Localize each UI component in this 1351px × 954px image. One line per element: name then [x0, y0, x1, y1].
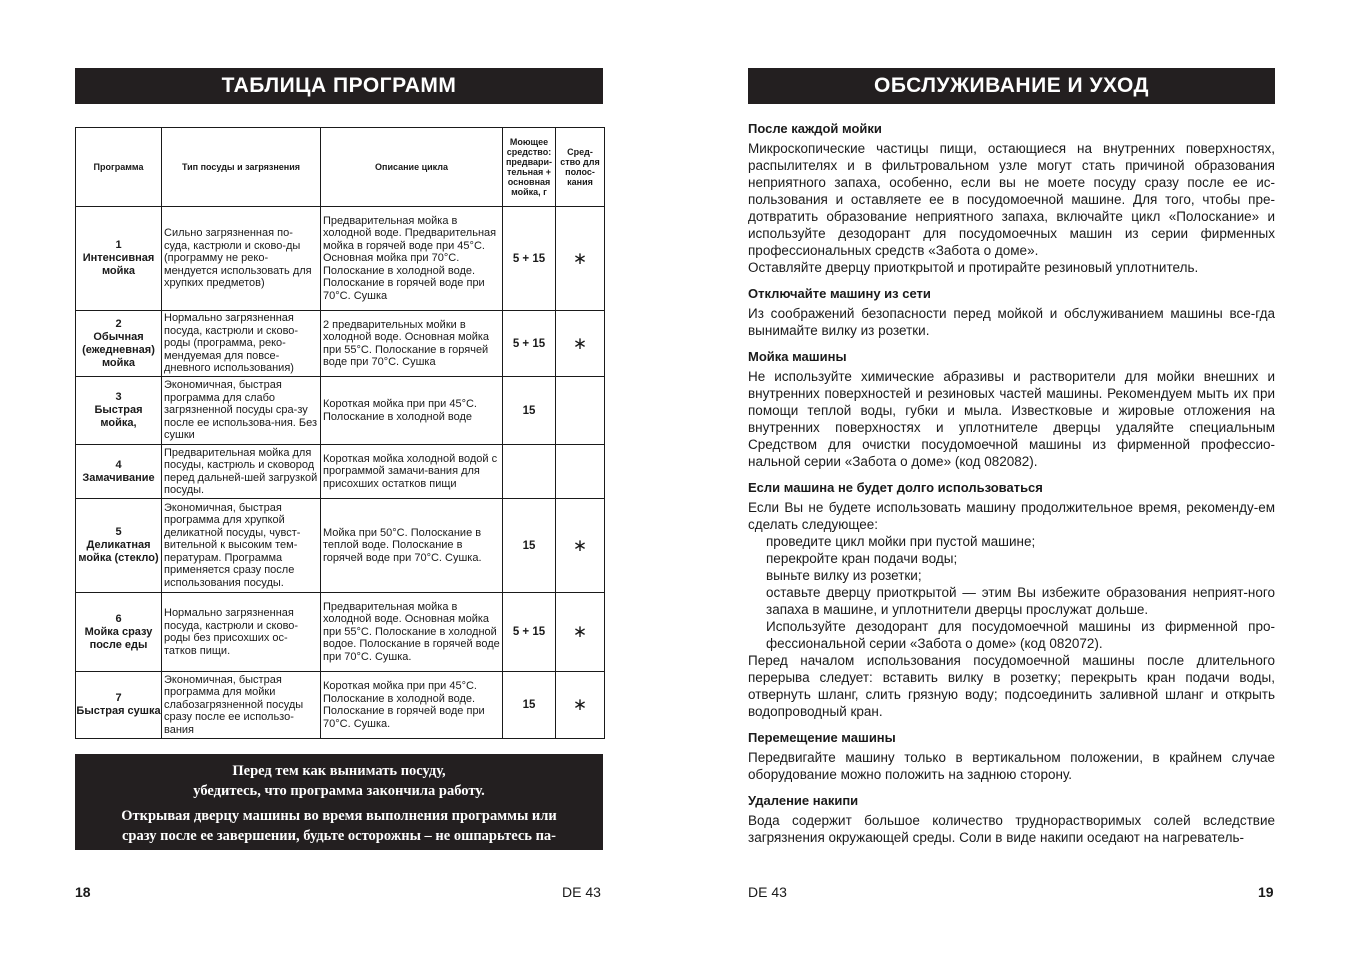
- table-row: [76, 445, 605, 499]
- program-name-cell: 7 Быстрая сушка: [76, 672, 162, 739]
- header-cycle-description: Описание цикла: [321, 128, 503, 207]
- table-row: [76, 499, 605, 593]
- header-rinse-aid: Сред-ство для полос-кания: [556, 128, 605, 207]
- cycle-description-cell: 2 предварительных мойки в холодной воде. Основная мойка при 55°C. Полоскание в горячей воде при 70°C. Сушка: [321, 311, 503, 377]
- header-detergent: Моющее средство: предвари-тельная + основная мойка, г: [503, 128, 556, 207]
- dish-type-cell: Экономичная, быстрая программа для мойки слабозагрязненной посуды сразу после ее использо-вания: [162, 672, 321, 739]
- dish-type-cell: Сильно загрязненная по-суда, кастрюли и сково-ды (программу не реко-мендуется использовать для хрупких предметов): [162, 207, 321, 311]
- table-row: [76, 311, 605, 377]
- paragraph: Из соображений безопасности перед мойкой и обслуживанием машины все-гда вынимайте вилку из розетки.: [748, 306, 1275, 338]
- dish-type-cell: Экономичная, быстрая программа для слабо загрязненной посуды сра-зу после ее использова-ния. Без сушки: [162, 377, 321, 445]
- section-moving: [748, 729, 1275, 783]
- section-after-wash: [748, 120, 1275, 276]
- dish-type-cell: Предварительная мойка для посуды, кастрюль и сковород перед дальней-шей загрузкой посуды.: [162, 445, 321, 499]
- list-item: выньте вилку из розетки;: [766, 568, 922, 583]
- warning-box: [75, 754, 603, 864]
- dish-type-cell: Экономичная, быстрая программа для хрупкой деликатной посуды, чувст-вительной к высоким тем-пературам. Программа применяется сразу после использования посуды.: [162, 499, 321, 593]
- detergent-cell: 15: [503, 377, 556, 445]
- section-heading: Мойка машины: [748, 349, 847, 364]
- list-item: перекройте кран подачи воды;: [766, 551, 958, 566]
- left-model-label: DE 43: [562, 884, 601, 900]
- paragraph: Передвигайте машину только в вертикальном положении, в крайнем случае оборудование можно положить на заднюю сторону.: [748, 750, 1275, 782]
- list-item: Используйте дезодорант для посудомоечной машины из фирменной про-фессиональной серии «Забота о доме» (код 082072).: [766, 619, 1275, 651]
- paragraph: Не используйте химические абразивы и растворители для мойки внешних и внутренних поверхностей и резиновых частей машины. Рекомендуем мыть их при помощи теплой воды, губки и мыла. Известковые и жировые отложения на внутренних поверхностях и уплотнителе дверцы удаляйте специальным Средством для очистки посудомоечной машины из фирменной профессио-нальной серии «Забота о доме» (код 082082).: [748, 369, 1275, 469]
- table-row: [76, 593, 605, 672]
- detergent-cell: 5 + 15: [503, 207, 556, 311]
- section-heading: Если машина не будет долго использоваться: [748, 480, 1043, 495]
- program-name-cell: 3 Быстрая мойка,: [76, 377, 162, 445]
- paragraph: Оставляйте дверцу приоткрытой и протирайте резиновый уплотнитель.: [748, 260, 1199, 275]
- paragraph: Вода содержит большое количество труднорастворимых солей вследствие загрязнения окружающей среды. Соли в виде накипи оседают на нагреватель-: [748, 813, 1275, 845]
- section-descaling: [748, 792, 1275, 846]
- section-heading: Перемещение машины: [748, 730, 896, 745]
- header-program: Программа: [76, 128, 162, 207]
- rinse-aid-cell: ∗: [556, 499, 605, 593]
- cycle-description-cell: Предварительная мойка в холодной воде. Предварительная мойка в горячей воде при 45°C. Основная мойка при 70°C. Полоскание в холодной воде. Полоскание в горячей воде при 70°C. Сушка: [321, 207, 503, 311]
- detergent-cell: 15: [503, 499, 556, 593]
- cycle-description-cell: Предварительная мойка в холодной воде. Основная мойка при 55°C. Полоскание в холодной водое. Полоскание в горячей воде при 70°C. Сушка.: [321, 593, 503, 672]
- warning-line: Перед тем как вынимать посуду,: [232, 763, 446, 779]
- left-page-title: ТАБЛИЦА ПРОГРАММ: [75, 68, 603, 104]
- section-heading: Удаление накипи: [748, 793, 859, 808]
- header-dish-type: Тип посуды и загрязнения: [162, 128, 321, 207]
- table-row: [76, 672, 605, 739]
- program-name-cell: 1 Интенсивная мойка: [76, 207, 162, 311]
- rinse-aid-cell: [556, 377, 605, 445]
- warning-line: Открывая дверцу машины во время выполнения программы или: [121, 808, 557, 824]
- detergent-cell: 15: [503, 672, 556, 739]
- section-heading: Отключайте машину из сети: [748, 286, 931, 301]
- right-page-number: 19: [1258, 884, 1274, 900]
- dish-type-cell: Нормально загрязненная посуда, кастрюли и сково-роды без присохших ос-татков пищи.: [162, 593, 321, 672]
- section-cleaning: [748, 348, 1275, 470]
- right-page-title: ОБСЛУЖИВАНИЕ И УХОД: [748, 68, 1275, 104]
- section-unplug: [748, 285, 1275, 339]
- program-table: [75, 127, 605, 739]
- left-page-number: 18: [75, 884, 91, 900]
- warning-line: ром.: [324, 848, 354, 864]
- list-item: оставьте дверцу приоткрытой — этим Вы избежите образования неприят-ного запаха в машине, и уплотнители дверцы прослужат дольше.: [766, 585, 1275, 617]
- cycle-description-cell: Короткая мойка при при 45°C. Полоскание в холодной воде: [321, 377, 503, 445]
- cycle-description-cell: Короткая мойка холодной водой с программой замачи-вания для присохших остатков пищи: [321, 445, 503, 499]
- maintenance-content: [748, 120, 1275, 855]
- table-row: [76, 377, 605, 445]
- warning-line: убедитесь, что программа закончила работу.: [193, 783, 485, 799]
- paragraph: Микроскопические частицы пищи, остающиеся на внутренних поверхностях, распылителях и в фильтровальном узле могут стать причиной образования неприятного запаха, особенно, если вы не моете посуду сразу после ее ис-пользования и оставляете ее в посудомоечной машине. Для того, чтобы пре-дотвратить образование неприятного запаха, включайте цикл «Полоскание» и используйте дезодорант для посудомоечных машин из серии фирменных профессиональных средств «Забота о доме».: [748, 141, 1275, 258]
- rinse-aid-cell: ∗: [556, 207, 605, 311]
- rinse-aid-cell: ∗: [556, 311, 605, 377]
- cycle-description-cell: Короткая мойка при при 45°C. Полоскание в холодной воде. Полоскание в горячей воде при 70°C. Сушка.: [321, 672, 503, 739]
- program-name-cell: 5 Деликатная мойка (стекло): [76, 499, 162, 593]
- program-name-cell: 4 Замачивание: [76, 445, 162, 499]
- detergent-cell: 5 + 15: [503, 593, 556, 672]
- dish-type-cell: Нормально загрязненная посуда, кастрюли и сково-роды (программа, реко-мендуемая для повсе-дневного использования): [162, 311, 321, 377]
- detergent-cell: 5 + 15: [503, 311, 556, 377]
- paragraph: Если Вы не будете использовать машину продолжительное время, рекоменду-ем сделать следующее:: [748, 500, 1275, 532]
- warning-line: сразу после ее завершении, будьте осторожны – не ошпарьтесь па-: [121, 828, 557, 844]
- list-item: проведите цикл мойки при пустой машине;: [766, 534, 1036, 549]
- program-name-cell: 2 Обычная (ежедневная) мойка: [76, 311, 162, 377]
- right-model-label: DE 43: [748, 884, 787, 900]
- table-header-row: [76, 128, 605, 207]
- section-heading: После каждой мойки: [748, 121, 882, 136]
- program-name-cell: 6 Мойка сразу после еды: [76, 593, 162, 672]
- section-long-inactivity: [748, 479, 1275, 720]
- cycle-description-cell: Мойка при 50°C. Полоскание в теплой воде. Полоскание в горячей воде при 70°C. Сушка.: [321, 499, 503, 593]
- detergent-cell: [503, 445, 556, 499]
- paragraph: Перед началом использования посудомоечной машины после длительного перерыва следует: вставить вилку в розетку; перекрыть кран подачи воды, отвернуть шланг, слить грязную воду; подсоединить заливной шланг и открыть водопроводный кран.: [748, 653, 1275, 719]
- rinse-aid-cell: ∗: [556, 593, 605, 672]
- rinse-aid-cell: [556, 445, 605, 499]
- rinse-aid-cell: ∗: [556, 672, 605, 739]
- table-row: [76, 207, 605, 311]
